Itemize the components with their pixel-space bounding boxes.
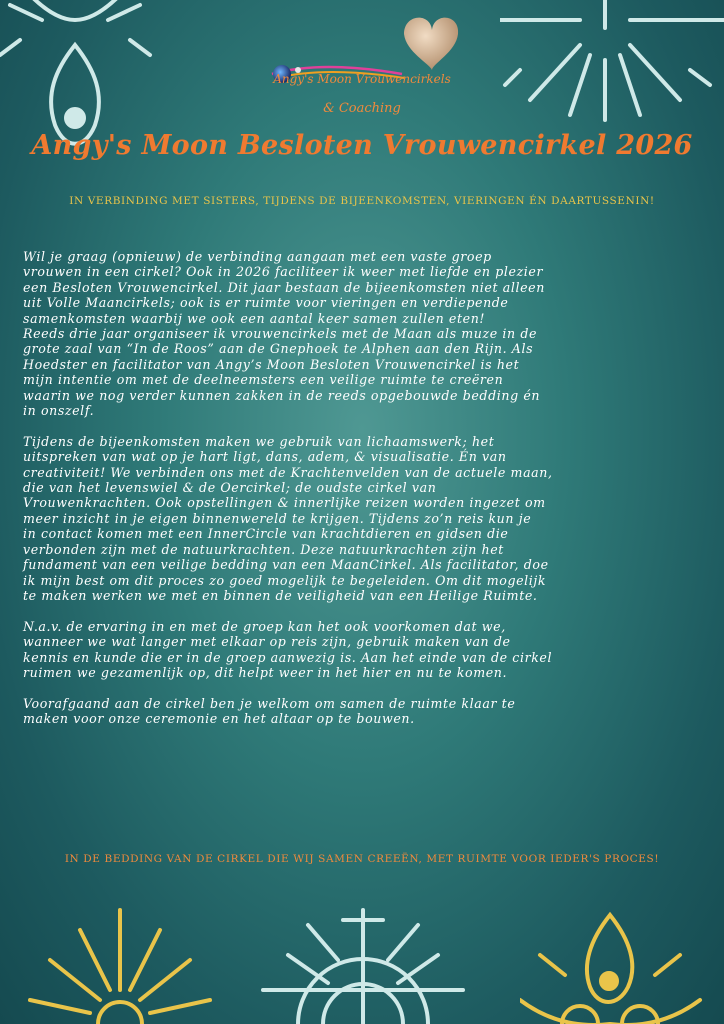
compass-cross-icon [258, 905, 468, 1024]
body-text [23, 249, 703, 742]
paragraph-ervaring: N.a.v. de ervaring in en met de groep kan het ook voorkomen dat we, wanneer we wat langer met elkaar op reis zijn, gebruik maken van de kennis en kunde die er in de groep aanwezig is. Aan het einde van de cirkel ruimen we gezamenlijk op, dit helpt weer in het hier en nu te komen. [23, 618, 553, 680]
paragraph-intro: Wil je graag (opnieuw) de verbinding aangaan met een vaste groep vrouwen in een cirkel? Ook in 2026 faciliteer ik weer met liefde en plezier een Besloten Vrouwencirkel. Dit jaar bestaan de bijeenkomsten niet alleen uit Volle Maancirkels; ook is er ruimte voor vieringen en verdiepende samenkomsten waarbij we ook een aantal keer samen zullen eten! Reeds drie jaar organiseer ik vrouwencirkels met de Maan als muze in de grote zaal van “In de Roos” aan de Gnephoek te Alphen aan den Rijn. Als Hoedster en facilitator van Angy’s Moon Besloten Vrouwencirkel is het mijn intentie om met de deelneemsters een veilige ruimte te creëren waarin we nog verder kunnen zakken in de reeds opgebouwde bedding én in onszelf. [23, 249, 545, 419]
paragraph-voorafgaand: Voorafgaand aan de cirkel ben je welkom om samen de ruimte klaar te maken voor onze ceremonie en het altaar op te bouwen. [23, 695, 516, 727]
bottom-left-sunburst-icon [20, 905, 220, 1024]
brand-name: Angy's Moon Vrouwencirkels [273, 72, 451, 86]
page-title: Angy's Moon Besloten Vrouwencirkel 2026 [31, 130, 693, 161]
tagline-bottom: IN DE BEDDING VAN DE CIRKEL DIE WIJ SAMEN CREEËN, MET RUIMTE VOOR IEDER'S PROCES! [64, 853, 660, 865]
teardrop-icon [520, 905, 724, 1024]
brand-subtitle: & Coaching [323, 101, 401, 116]
paragraph-bijeenkomsten: Tijdens de bijeenkomsten maken we gebruik van lichaamswerk; het uitspreken van wat op je hart ligt, dans, adem, & visualisatie. Én van creativiteit! We verbinden ons met de Krachtenvelden van de actuele maan, die van het levenswiel & de Oercirkel; de oudste cirkel van Vrouwenkrachten. Ook opstellingen & innerlijke reizen worden ingezet om meer inzicht in je eigen binnenwereld te krijgen. Tijdens zo’n reis kun je in contact komen met een InnerCircle van krachtdieren en gidsen die verbonden zijn met de natuurkrachten. Deze natuurkrachten zijn het fundament van een veilige bedding van een MaanCirkel. Als facilitator, doe ik mijn best om dit proces zo goed mogelijk te begeleiden. Om dit mogelijk te maken werken we met en binnen de veiligheid van een Heilige Ruimte. [23, 433, 553, 603]
tagline-top: IN VERBINDING MET SISTERS, TIJDENS DE BIJEENKOMSTEN, VIERINGEN ÉN DAARTUSSENIN! [69, 195, 655, 207]
